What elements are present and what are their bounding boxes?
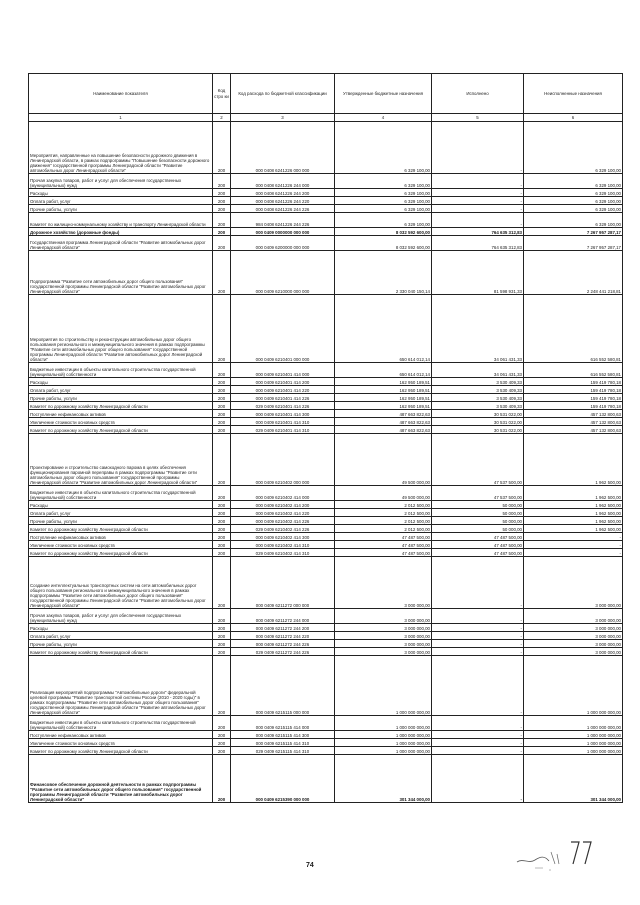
classification-code-cell: 000 0409 6215115 000 000 xyxy=(231,656,335,716)
line-code-cell: 200 xyxy=(213,640,231,648)
unexecuted-amount-cell: 457 132 800,63 xyxy=(524,426,623,434)
approved-amount-cell: 6 329 100,00 xyxy=(335,205,432,213)
approved-amount-cell: 162 950 189,51 xyxy=(335,394,432,402)
executed-amount-cell: - xyxy=(432,656,524,716)
classification-code-cell: 029 0409 6211272 244 226 xyxy=(231,648,335,656)
executed-amount-cell: - xyxy=(432,640,524,648)
line-code-cell: 200 xyxy=(213,363,231,378)
approved-amount-cell: 162 950 189,51 xyxy=(335,402,432,410)
indicator-name-cell: Оплата работ, услуг xyxy=(29,509,213,517)
executed-amount-cell: 3 530 409,33 xyxy=(432,378,524,386)
line-code-cell: 200 xyxy=(213,731,231,739)
header-approved: Утвержденные бюджетные назначения xyxy=(335,74,432,114)
approved-amount-cell: 650 614 012,14 xyxy=(335,363,432,378)
classification-code-cell: 000 0409 6215115 414 000 xyxy=(231,716,335,731)
classification-code-cell: 000 0409 6210402 414 220 xyxy=(231,509,335,517)
unexecuted-amount-cell: 616 552 580,81 xyxy=(524,295,623,363)
column-number: 2 xyxy=(213,114,231,122)
indicator-name-cell: Комитет по дорожному хозяйству Ленинградской области xyxy=(29,402,213,410)
indicator-name-cell: Прочие работы, услуги xyxy=(29,640,213,648)
executed-amount-cell: - xyxy=(432,632,524,640)
line-code-cell: 200 xyxy=(213,739,231,747)
executed-amount-cell: 3 530 409,33 xyxy=(432,402,524,410)
indicator-name-cell: Бюджетные инвестиции в объекты капитального строительства государственной (муниципальной) собственности xyxy=(29,486,213,501)
line-code-cell: 200 xyxy=(213,174,231,189)
approved-amount-cell: 47 487 500,00 xyxy=(335,541,432,549)
table-row xyxy=(29,640,623,648)
classification-code-cell: 000 0409 6210402 000 000 xyxy=(231,434,335,486)
executed-amount-cell: 50 000,00 xyxy=(432,501,524,509)
classification-code-cell: 000 0409 6211272 244 220 xyxy=(231,632,335,640)
table-row xyxy=(29,747,623,755)
header-name: Наименование показателя xyxy=(29,74,213,114)
approved-amount-cell: 3 000 000,00 xyxy=(335,624,432,632)
approved-amount-cell: 6 329 100,00 xyxy=(335,197,432,205)
indicator-name-cell: Прочая закупка товаров, работ и услуг для обеспечения государственных (муниципальных) нужд xyxy=(29,174,213,189)
indicator-name-cell: Мероприятия, направленные на повышение безопасности дорожного движения в Ленинградской области, в рамках подпрограммы "Повышение безопасности дорожного движения" государственной программы Ленинградской области "Развитие автомобильных дорог Ленинградской области" xyxy=(29,122,213,174)
classification-code-cell: 000 0409 6200000 000 000 xyxy=(231,236,335,251)
unexecuted-amount-cell: 1 962 500,00 xyxy=(524,509,623,517)
classification-code-cell: 000 0409 6210402 414 000 xyxy=(231,486,335,501)
unexecuted-amount-cell: 2 248 441 218,81 xyxy=(524,251,623,295)
approved-amount-cell: 49 500 000,00 xyxy=(335,486,432,501)
table-row xyxy=(29,624,623,632)
classification-code-cell: 000 0409 6210402 414 200 xyxy=(231,501,335,509)
classification-code-cell: 000 0409 6210402 414 310 xyxy=(231,541,335,549)
indicator-name-cell: Увеличение стоимости основных средств xyxy=(29,541,213,549)
table-row xyxy=(29,410,623,418)
indicator-name-cell: Подпрограмма "Развитие сети автомобильных дорог общего пользования" государственной программы Ленинградской области "Развитие автомобильных дорог Ленинградской области" xyxy=(29,251,213,295)
approved-amount-cell: 487 663 822,63 xyxy=(335,410,432,418)
unexecuted-amount-cell: 6 329 100,00 xyxy=(524,122,623,174)
approved-amount-cell: 2 012 500,00 xyxy=(335,525,432,533)
column-number: 4 xyxy=(335,114,432,122)
executed-amount-cell: - xyxy=(432,189,524,197)
line-code-cell: 200 xyxy=(213,426,231,434)
header-unexecuted: Неисполненные назначения xyxy=(524,74,623,114)
approved-amount-cell: 487 663 822,63 xyxy=(335,418,432,426)
classification-code-cell: 000 0409 6215115 414 300 xyxy=(231,731,335,739)
table-row xyxy=(29,418,623,426)
classification-code-cell: 000 0409 6210401 414 300 xyxy=(231,410,335,418)
classification-code-cell: 000 0409 6210402 414 226 xyxy=(231,517,335,525)
table-row xyxy=(29,295,623,363)
table-row xyxy=(29,197,623,205)
line-code-cell: 200 xyxy=(213,213,231,228)
approved-amount-cell: 47 487 500,00 xyxy=(335,533,432,541)
table-row xyxy=(29,434,623,486)
line-code-cell: 200 xyxy=(213,236,231,251)
executed-amount-cell: - xyxy=(432,213,524,228)
indicator-name-cell: Поступление нефинансовых активов xyxy=(29,731,213,739)
table-row xyxy=(29,739,623,747)
line-code-cell: 200 xyxy=(213,295,231,363)
indicator-name-cell: Дорожное хозяйство (дорожные фонды) xyxy=(29,228,213,236)
executed-amount-cell: - xyxy=(432,557,524,609)
classification-code-cell: 000 0409 6210401 000 000 xyxy=(231,295,335,363)
column-number: 5 xyxy=(432,114,524,122)
approved-amount-cell: 3 000 000,00 xyxy=(335,648,432,656)
table-row xyxy=(29,517,623,525)
table-row xyxy=(29,378,623,386)
unexecuted-amount-cell: 159 419 780,18 xyxy=(524,402,623,410)
classification-code-cell: 000 0409 6210401 414 000 xyxy=(231,363,335,378)
line-code-cell: 200 xyxy=(213,197,231,205)
line-code-cell: 200 xyxy=(213,517,231,525)
unexecuted-amount-cell: - xyxy=(524,533,623,541)
classification-code-cell: 000 0409 6210401 414 200 xyxy=(231,378,335,386)
approved-amount-cell: 1 000 000 000,00 xyxy=(335,656,432,716)
table-row xyxy=(29,609,623,624)
unexecuted-amount-cell: 6 329 100,00 xyxy=(524,189,623,197)
classification-code-cell: 000 0409 6211272 000 000 xyxy=(231,557,335,609)
unexecuted-amount-cell: - xyxy=(524,549,623,557)
approved-amount-cell: 1 000 000 000,00 xyxy=(335,747,432,755)
table-header-row xyxy=(29,74,623,114)
unexecuted-amount-cell: 159 419 780,18 xyxy=(524,386,623,394)
unexecuted-amount-cell: 1 962 500,00 xyxy=(524,486,623,501)
table-row xyxy=(29,236,623,251)
table-row xyxy=(29,228,623,236)
approved-amount-cell: 2 012 500,00 xyxy=(335,517,432,525)
indicator-name-cell: Поступление нефинансовых активов xyxy=(29,533,213,541)
unexecuted-amount-cell: 3 000 000,00 xyxy=(524,624,623,632)
unexecuted-amount-cell: 3 000 000,00 xyxy=(524,648,623,656)
line-code-cell: 200 xyxy=(213,386,231,394)
executed-amount-cell: 47 487 500,00 xyxy=(432,549,524,557)
table-row xyxy=(29,363,623,378)
table-row xyxy=(29,648,623,656)
classification-code-cell: 000 0408 6241226 244 200 xyxy=(231,189,335,197)
handwritten-mark xyxy=(515,834,595,874)
header-code: Код стро ки xyxy=(213,74,231,114)
approved-amount-cell: 3 000 000,00 xyxy=(335,632,432,640)
column-number-row xyxy=(29,114,623,122)
line-code-cell: 200 xyxy=(213,205,231,213)
line-code-cell: 200 xyxy=(213,122,231,174)
unexecuted-amount-cell: 6 329 100,00 xyxy=(524,205,623,213)
approved-amount-cell: 3 000 000,00 xyxy=(335,609,432,624)
unexecuted-amount-cell: 159 419 780,18 xyxy=(524,394,623,402)
executed-amount-cell: 764 635 312,83 xyxy=(432,228,524,236)
indicator-name-cell: Расходы xyxy=(29,501,213,509)
classification-code-cell: 000 0409 6211272 244 200 xyxy=(231,624,335,632)
classification-code-cell: 000 0409 6215115 414 310 xyxy=(231,739,335,747)
indicator-name-cell: Расходы xyxy=(29,378,213,386)
approved-amount-cell: 162 950 189,51 xyxy=(335,386,432,394)
executed-amount-cell: 50 000,00 xyxy=(432,517,524,525)
indicator-name-cell: Проектирование и строительство самоходного парома в целях обеспечения функционирования паромной переправы в рамках подпрограммы "Развитие сети автомобильных дорог общего пользования" государственной программы Ленинградской области "Развитие автомобильных дорог Ленинградской области" xyxy=(29,434,213,486)
unexecuted-amount-cell: 6 329 100,00 xyxy=(524,213,623,228)
indicator-name-cell: Прочие работы, услуги xyxy=(29,517,213,525)
executed-amount-cell: 30 531 022,00 xyxy=(432,426,524,434)
executed-amount-cell: 50 000,00 xyxy=(432,509,524,517)
indicator-name-cell: Финансовое обеспечение дорожной деятельности в рамках подпрограммы "Развитие сети автомобильных дорог общего пользования" государственной программы Ленинградской области "Развитие автомобильных дорог Ленинградской области" xyxy=(29,755,213,803)
unexecuted-amount-cell: 6 329 100,00 xyxy=(524,174,623,189)
line-code-cell: 200 xyxy=(213,525,231,533)
approved-amount-cell: 162 950 189,51 xyxy=(335,378,432,386)
classification-code-cell: 000 0409 0000000 000 000 xyxy=(231,228,335,236)
table-row xyxy=(29,656,623,716)
indicator-name-cell: Комитет по дорожному хозяйству Ленинградской области xyxy=(29,747,213,755)
indicator-name-cell: Комитет по дорожному хозяйству Ленинградской области xyxy=(29,426,213,434)
classification-code-cell: 984 0408 6241226 244 226 xyxy=(231,213,335,228)
indicator-name-cell: Бюджетные инвестиции в объекты капитального строительства государственной (муниципальной) собственности xyxy=(29,363,213,378)
column-number: 1 xyxy=(29,114,213,122)
table-row xyxy=(29,731,623,739)
executed-amount-cell: 81 598 931,33 xyxy=(432,251,524,295)
classification-code-cell: 000 0409 6210402 414 300 xyxy=(231,533,335,541)
line-code-cell: 200 xyxy=(213,486,231,501)
unexecuted-amount-cell: 1 962 500,00 xyxy=(524,501,623,509)
line-code-cell: 200 xyxy=(213,434,231,486)
approved-amount-cell: 49 500 000,00 xyxy=(335,434,432,486)
line-code-cell: 200 xyxy=(213,549,231,557)
unexecuted-amount-cell: 457 132 800,63 xyxy=(524,418,623,426)
unexecuted-amount-cell: 3 000 000,00 xyxy=(524,609,623,624)
indicator-name-cell: Комитет по дорожному хозяйству Ленинградской области xyxy=(29,525,213,533)
approved-amount-cell: 3 000 000,00 xyxy=(335,557,432,609)
executed-amount-cell: - xyxy=(432,197,524,205)
line-code-cell: 200 xyxy=(213,378,231,386)
executed-amount-cell: 34 061 431,33 xyxy=(432,295,524,363)
header-executed: Исполнено xyxy=(432,74,524,114)
table-row xyxy=(29,549,623,557)
line-code-cell: 200 xyxy=(213,189,231,197)
unexecuted-amount-cell: 1 000 000 000,00 xyxy=(524,656,623,716)
column-number: 3 xyxy=(231,114,335,122)
approved-amount-cell: 1 000 000 000,00 xyxy=(335,731,432,739)
indicator-name-cell: Увеличение стоимости основных средств xyxy=(29,418,213,426)
table-row xyxy=(29,486,623,501)
table-row xyxy=(29,251,623,295)
table-row xyxy=(29,174,623,189)
unexecuted-amount-cell: 1 962 500,00 xyxy=(524,525,623,533)
classification-code-cell: 000 0408 6241226 244 000 xyxy=(231,174,335,189)
indicator-name-cell: Прочая закупка товаров, работ и услуг для обеспечения государственных (муниципальных) нужд xyxy=(29,609,213,624)
classification-code-cell: 000 0409 6215390 000 000 xyxy=(231,755,335,803)
indicator-name-cell: Прочие работы, услуги xyxy=(29,205,213,213)
indicator-name-cell: Оплата работ, услуг xyxy=(29,386,213,394)
unexecuted-amount-cell: 301 344 000,00 xyxy=(524,755,623,803)
indicator-name-cell: Расходы xyxy=(29,189,213,197)
classification-code-cell: 029 0409 6215115 414 310 xyxy=(231,747,335,755)
table-row xyxy=(29,509,623,517)
unexecuted-amount-cell: 6 329 100,00 xyxy=(524,197,623,205)
table-row xyxy=(29,557,623,609)
indicator-name-cell: Комитет по дорожному хозяйству Ленинградской области xyxy=(29,549,213,557)
executed-amount-cell: - xyxy=(432,624,524,632)
line-code-cell: 200 xyxy=(213,656,231,716)
classification-code-cell: 000 0409 6211272 244 000 xyxy=(231,609,335,624)
table-row xyxy=(29,394,623,402)
indicator-name-cell: Поступление нефинансовых активов xyxy=(29,410,213,418)
indicator-name-cell: Комитет по дорожному хозяйству Ленинградской области xyxy=(29,648,213,656)
approved-amount-cell: 8 032 592 600,00 xyxy=(335,228,432,236)
approved-amount-cell: 6 329 100,00 xyxy=(335,213,432,228)
unexecuted-amount-cell: 1 000 000 000,00 xyxy=(524,731,623,739)
executed-amount-cell: 764 635 312,83 xyxy=(432,236,524,251)
indicator-name-cell: Прочие работы, услуги xyxy=(29,394,213,402)
executed-amount-cell: - xyxy=(432,205,524,213)
line-code-cell: 200 xyxy=(213,624,231,632)
unexecuted-amount-cell: 159 419 780,18 xyxy=(524,378,623,386)
unexecuted-amount-cell: 7 267 957 287,17 xyxy=(524,236,623,251)
line-code-cell: 200 xyxy=(213,418,231,426)
classification-code-cell: 000 0409 6210000 000 000 xyxy=(231,251,335,295)
table-row xyxy=(29,386,623,394)
approved-amount-cell: 2 012 500,00 xyxy=(335,501,432,509)
executed-amount-cell: - xyxy=(432,174,524,189)
indicator-name-cell: Комитет по жилищно-коммунальному хозяйству и транспорту Ленинградской области xyxy=(29,213,213,228)
approved-amount-cell: 1 000 000 000,00 xyxy=(335,739,432,747)
classification-code-cell: 000 0409 6211272 244 226 xyxy=(231,640,335,648)
unexecuted-amount-cell: 1 000 000 000,00 xyxy=(524,739,623,747)
classification-code-cell: 000 0408 6241226 000 000 xyxy=(231,122,335,174)
executed-amount-cell: 30 531 022,00 xyxy=(432,410,524,418)
line-code-cell: 200 xyxy=(213,251,231,295)
approved-amount-cell: 3 000 000,00 xyxy=(335,640,432,648)
classification-code-cell: 029 0409 6210402 414 226 xyxy=(231,525,335,533)
unexecuted-amount-cell: 3 000 000,00 xyxy=(524,632,623,640)
approved-amount-cell: 2 330 040 150,14 xyxy=(335,251,432,295)
page-number: 74 xyxy=(306,862,314,869)
classification-code-cell: 000 0408 6241226 244 220 xyxy=(231,197,335,205)
executed-amount-cell: 50 000,00 xyxy=(432,525,524,533)
table-row xyxy=(29,525,623,533)
unexecuted-amount-cell: - xyxy=(524,541,623,549)
line-code-cell: 200 xyxy=(213,747,231,755)
executed-amount-cell: - xyxy=(432,648,524,656)
table-row xyxy=(29,533,623,541)
approved-amount-cell: 487 663 822,63 xyxy=(335,426,432,434)
executed-amount-cell: 47 487 500,00 xyxy=(432,541,524,549)
line-code-cell: 200 xyxy=(213,648,231,656)
indicator-name-cell: Оплата работ, услуг xyxy=(29,197,213,205)
executed-amount-cell: - xyxy=(432,747,524,755)
line-code-cell: 200 xyxy=(213,402,231,410)
unexecuted-amount-cell: 1 000 000 000,00 xyxy=(524,716,623,731)
line-code-cell: 200 xyxy=(213,501,231,509)
classification-code-cell: 000 0409 6210401 414 310 xyxy=(231,418,335,426)
indicator-name-cell: Бюджетные инвестиции в объекты капитального строительства государственной (муниципальной) собственности xyxy=(29,716,213,731)
unexecuted-amount-cell: 3 000 000,00 xyxy=(524,640,623,648)
indicator-name-cell: Создание интеллектуальных транспортных систем на сети автомобильных дорог общего пользования регионального и межмуниципального значения в рамках подпрограммы "Развитие сети автомобильных дорог общего пользования" государственной программы Ленинградской области "Развитие автомобильных дорог Ленинградской области" xyxy=(29,557,213,609)
line-code-cell: 200 xyxy=(213,228,231,236)
line-code-cell: 200 xyxy=(213,609,231,624)
unexecuted-amount-cell: 1 000 000 000,00 xyxy=(524,747,623,755)
approved-amount-cell: 650 614 012,14 xyxy=(335,295,432,363)
line-code-cell: 200 xyxy=(213,632,231,640)
column-number: 6 xyxy=(524,114,623,122)
indicator-name-cell: Увеличение стоимости основных средств xyxy=(29,739,213,747)
executed-amount-cell: - xyxy=(432,122,524,174)
executed-amount-cell: - xyxy=(432,755,524,803)
approved-amount-cell: 301 344 000,00 xyxy=(335,755,432,803)
classification-code-cell: 029 0409 6210401 414 226 xyxy=(231,402,335,410)
executed-amount-cell: - xyxy=(432,731,524,739)
executed-amount-cell: 34 061 431,33 xyxy=(432,363,524,378)
approved-amount-cell: 47 487 500,00 xyxy=(335,549,432,557)
approved-amount-cell: 2 012 500,00 xyxy=(335,509,432,517)
unexecuted-amount-cell: 457 132 800,63 xyxy=(524,410,623,418)
unexecuted-amount-cell: 616 552 580,81 xyxy=(524,363,623,378)
approved-amount-cell: 8 032 592 600,00 xyxy=(335,236,432,251)
classification-code-cell: 000 0409 6210401 414 220 xyxy=(231,386,335,394)
line-code-cell: 200 xyxy=(213,410,231,418)
table-row xyxy=(29,213,623,228)
executed-amount-cell: - xyxy=(432,609,524,624)
table-body xyxy=(29,122,623,803)
budget-execution-table xyxy=(28,73,623,803)
executed-amount-cell: 30 531 022,00 xyxy=(432,418,524,426)
line-code-cell: 200 xyxy=(213,394,231,402)
unexecuted-amount-cell: 1 962 500,00 xyxy=(524,434,623,486)
indicator-name-cell: Реализация мероприятий подпрограммы "Автомобильные дороги" федеральной целевой программы "Развитие транспортной системы России (2010 - 2020 годы)" в рамках подпрограммы "Развитие сети автомобильных дорог общего пользования" государственной программы Ленинградской области "Развитие автомобильных дорог Ленинградской области" xyxy=(29,656,213,716)
table-row xyxy=(29,205,623,213)
executed-amount-cell: 3 530 409,33 xyxy=(432,394,524,402)
approved-amount-cell: 6 329 100,00 xyxy=(335,122,432,174)
line-code-cell: 200 xyxy=(213,509,231,517)
executed-amount-cell: - xyxy=(432,716,524,731)
table-row xyxy=(29,501,623,509)
executed-amount-cell: 47 487 500,00 xyxy=(432,533,524,541)
executed-amount-cell: 47 537 500,00 xyxy=(432,434,524,486)
table-row xyxy=(29,541,623,549)
line-code-cell: 200 xyxy=(213,533,231,541)
table-row xyxy=(29,632,623,640)
executed-amount-cell: - xyxy=(432,739,524,747)
table-row xyxy=(29,755,623,803)
approved-amount-cell: 6 329 100,00 xyxy=(335,174,432,189)
indicator-name-cell: Мероприятия по строительству и реконструкции автомобильных дорог общего пользования регионального и межмуниципального значения в рамках подпрограммы "Развитие сети автомобильных дорог общего пользования" государственной программы Ленинградской области "Развитие автомобильных дорог Ленинградской области" xyxy=(29,295,213,363)
classification-code-cell: 000 0409 6210401 414 226 xyxy=(231,394,335,402)
unexecuted-amount-cell: 1 962 500,00 xyxy=(524,517,623,525)
indicator-name-cell: Расходы xyxy=(29,624,213,632)
table-row xyxy=(29,122,623,174)
indicator-name-cell: Оплата работ, услуг xyxy=(29,632,213,640)
executed-amount-cell: 3 530 409,33 xyxy=(432,386,524,394)
table-row xyxy=(29,402,623,410)
line-code-cell: 200 xyxy=(213,716,231,731)
unexecuted-amount-cell: 3 000 000,00 xyxy=(524,557,623,609)
table-row xyxy=(29,189,623,197)
executed-amount-cell: 47 537 500,00 xyxy=(432,486,524,501)
line-code-cell: 200 xyxy=(213,557,231,609)
approved-amount-cell: 1 000 000 000,00 xyxy=(335,716,432,731)
approved-amount-cell: 6 329 100,00 xyxy=(335,189,432,197)
table-row xyxy=(29,426,623,434)
classification-code-cell: 029 0409 6210401 414 310 xyxy=(231,426,335,434)
indicator-name-cell: Государственная программа Ленинградской области "Развитие автомобильных дорог Ленинградской области" xyxy=(29,236,213,251)
classification-code-cell: 000 0408 6241226 244 226 xyxy=(231,205,335,213)
line-code-cell: 200 xyxy=(213,755,231,803)
unexecuted-amount-cell: 7 267 957 287,17 xyxy=(524,228,623,236)
table-row xyxy=(29,716,623,731)
line-code-cell: 200 xyxy=(213,541,231,549)
classification-code-cell: 029 0409 6210402 414 310 xyxy=(231,549,335,557)
header-classification: Код расхода по бюджетной классификации xyxy=(231,74,335,114)
